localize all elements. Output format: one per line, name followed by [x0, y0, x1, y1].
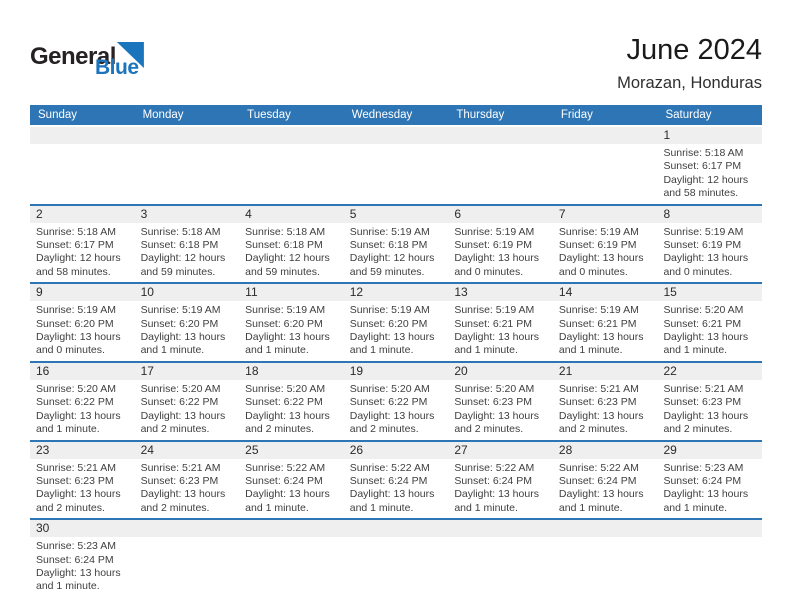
- sunset-text: Sunset: 6:19 PM: [454, 239, 532, 252]
- daylight-text: Daylight: 13 hours: [349, 409, 435, 422]
- weekday-header-saturday: Saturday: [665, 109, 712, 121]
- sunrise-text: Sunrise: 5:19 AM: [558, 225, 639, 238]
- sun-details: [344, 380, 449, 440]
- daylight-text: Daylight: 12 hours: [245, 252, 330, 265]
- sun-details: [448, 537, 553, 543]
- day-cell-4: [239, 206, 344, 283]
- sun-details: [553, 380, 658, 440]
- sunrise-text: Sunrise: 5:20 AM: [36, 382, 116, 395]
- sunset-text: Sunset: 6:23 PM: [454, 396, 532, 409]
- day-number: [239, 520, 344, 537]
- empty-cell: [239, 127, 344, 204]
- day-cell-19: [344, 363, 449, 440]
- daylight-text-cont: and 1 minute.: [454, 501, 518, 514]
- daylight-text-cont: and 1 minute.: [663, 344, 728, 357]
- daylight-text: Daylight: 12 hours: [349, 252, 435, 265]
- day-cell-18: [239, 363, 344, 440]
- day-number: 2: [30, 206, 135, 223]
- daylight-text-cont: and 0 minutes.: [36, 344, 105, 357]
- calendar-grid: [30, 127, 762, 597]
- weekday-header-sunday: Sunday: [38, 109, 78, 121]
- daylight-text: Daylight: 13 hours: [36, 566, 121, 579]
- daylight-text: Daylight: 12 hours: [140, 252, 226, 265]
- daylight-text: Daylight: 13 hours: [454, 252, 539, 265]
- daylight-text: Daylight: 12 hours: [663, 173, 749, 186]
- daylight-text: Daylight: 13 hours: [245, 409, 330, 422]
- sunset-text: Sunset: 6:17 PM: [663, 160, 742, 173]
- day-cell-30: [30, 520, 135, 597]
- daylight-text-cont: and 1 minute.: [454, 344, 518, 357]
- day-number: [30, 127, 135, 144]
- day-number: 21: [553, 363, 658, 380]
- sunrise-text: Sunrise: 5:22 AM: [245, 461, 326, 474]
- weekday-header-row: [30, 105, 762, 125]
- sunrise-text: Sunrise: 5:20 AM: [663, 304, 744, 317]
- day-number: 19: [344, 363, 449, 380]
- sun-details: [239, 459, 344, 519]
- sun-details: [657, 144, 762, 204]
- sunrise-text: Sunrise: 5:18 AM: [140, 225, 221, 238]
- sun-details: [135, 537, 240, 543]
- sunset-text: Sunset: 6:22 PM: [245, 396, 323, 409]
- daylight-text-cont: and 58 minutes.: [663, 187, 739, 200]
- sun-details: [239, 144, 344, 150]
- daylight-text-cont: and 1 minute.: [36, 580, 100, 593]
- daylight-text-cont: and 1 minute.: [349, 501, 414, 514]
- daylight-text-cont: and 2 minutes.: [663, 423, 733, 436]
- sunset-text: Sunset: 6:22 PM: [36, 396, 114, 409]
- sunset-text: Sunset: 6:18 PM: [349, 239, 428, 252]
- empty-cell: [344, 520, 449, 597]
- day-cell-16: [30, 363, 135, 440]
- empty-cell: [553, 520, 658, 597]
- sun-details: [239, 301, 344, 361]
- day-number: 27: [448, 442, 553, 459]
- title-block: [617, 34, 762, 93]
- sunrise-text: Sunrise: 5:19 AM: [349, 225, 430, 238]
- sunrise-text: Sunrise: 5:21 AM: [140, 461, 221, 474]
- sun-details: [657, 223, 762, 283]
- daylight-text: Daylight: 13 hours: [454, 409, 539, 422]
- sunset-text: Sunset: 6:19 PM: [558, 239, 637, 252]
- day-number: 8: [657, 206, 762, 223]
- day-number: 17: [135, 363, 240, 380]
- day-number: [553, 520, 658, 537]
- week-row-5: [30, 440, 762, 519]
- day-number: 24: [135, 442, 240, 459]
- empty-cell: [448, 127, 553, 204]
- day-cell-24: [135, 442, 240, 519]
- sun-details: [344, 459, 449, 519]
- day-cell-21: [553, 363, 658, 440]
- day-cell-14: [553, 284, 658, 361]
- day-number: 12: [344, 284, 449, 301]
- sunset-text: Sunset: 6:17 PM: [36, 239, 114, 252]
- day-cell-28: [553, 442, 658, 519]
- daylight-text-cont: and 1 minute.: [663, 501, 728, 514]
- day-number: 11: [239, 284, 344, 301]
- daylight-text: Daylight: 13 hours: [140, 409, 226, 422]
- day-number: 4: [239, 206, 344, 223]
- empty-cell: [239, 520, 344, 597]
- sunrise-text: Sunrise: 5:22 AM: [558, 461, 639, 474]
- day-cell-8: [657, 206, 762, 283]
- daylight-text-cont: and 1 minute.: [558, 344, 623, 357]
- daylight-text-cont: and 59 minutes.: [245, 265, 320, 278]
- day-number: 18: [239, 363, 344, 380]
- day-cell-3: [135, 206, 240, 283]
- day-cell-6: [448, 206, 553, 283]
- sun-details: [135, 223, 240, 283]
- daylight-text-cont: and 58 minutes.: [36, 265, 111, 278]
- daylight-text: Daylight: 13 hours: [558, 252, 644, 265]
- daylight-text: Daylight: 13 hours: [663, 409, 749, 422]
- sun-details: [553, 301, 658, 361]
- weekday-header-tuesday: Tuesday: [247, 109, 291, 121]
- weekday-header-wednesday: Wednesday: [351, 109, 413, 121]
- day-cell-11: [239, 284, 344, 361]
- sunset-text: Sunset: 6:18 PM: [140, 239, 219, 252]
- sunset-text: Sunset: 6:20 PM: [140, 317, 219, 330]
- empty-cell: [30, 127, 135, 204]
- day-number: 3: [135, 206, 240, 223]
- sunrise-text: Sunrise: 5:18 AM: [245, 225, 326, 238]
- sun-details: [657, 301, 762, 361]
- sun-details: [30, 459, 135, 519]
- sunset-text: Sunset: 6:21 PM: [558, 317, 637, 330]
- day-number: [239, 127, 344, 144]
- day-cell-13: [448, 284, 553, 361]
- sunrise-text: Sunrise: 5:22 AM: [454, 461, 535, 474]
- day-number: 16: [30, 363, 135, 380]
- day-number: [553, 127, 658, 144]
- daylight-text: Daylight: 13 hours: [140, 331, 226, 344]
- day-number: 20: [448, 363, 553, 380]
- sunrise-text: Sunrise: 5:20 AM: [454, 382, 535, 395]
- day-number: 26: [344, 442, 449, 459]
- daylight-text: Daylight: 13 hours: [36, 409, 121, 422]
- daylight-text: Daylight: 13 hours: [454, 331, 539, 344]
- sunrise-text: Sunrise: 5:19 AM: [663, 225, 744, 238]
- sun-details: [344, 537, 449, 543]
- sun-details: [657, 537, 762, 543]
- sunrise-text: Sunrise: 5:18 AM: [663, 147, 744, 159]
- day-number: 5: [344, 206, 449, 223]
- sunrise-text: Sunrise: 5:21 AM: [663, 382, 744, 395]
- calendar: [30, 105, 762, 597]
- sun-details: [239, 537, 344, 543]
- day-number: 10: [135, 284, 240, 301]
- day-cell-25: [239, 442, 344, 519]
- sunrise-text: Sunrise: 5:20 AM: [349, 382, 430, 395]
- day-number: 29: [657, 442, 762, 459]
- sunrise-text: Sunrise: 5:19 AM: [454, 225, 535, 238]
- sunset-text: Sunset: 6:19 PM: [663, 239, 742, 252]
- daylight-text-cont: and 1 minute.: [140, 344, 205, 357]
- daylight-text: Daylight: 13 hours: [349, 331, 435, 344]
- sunset-text: Sunset: 6:23 PM: [140, 474, 219, 487]
- sunset-text: Sunset: 6:24 PM: [245, 474, 323, 487]
- empty-cell: [344, 127, 449, 204]
- sun-details: [135, 144, 240, 150]
- day-number: 13: [448, 284, 553, 301]
- weekday-header-thursday: Thursday: [456, 109, 505, 121]
- sunrise-text: Sunrise: 5:19 AM: [140, 304, 221, 317]
- empty-cell: [553, 127, 658, 204]
- week-row-2: [30, 204, 762, 283]
- daylight-text-cont: and 59 minutes.: [349, 265, 425, 278]
- sunset-text: Sunset: 6:24 PM: [349, 474, 428, 487]
- sun-details: [657, 459, 762, 519]
- daylight-text: Daylight: 13 hours: [558, 488, 644, 501]
- daylight-text-cont: and 1 minute.: [245, 344, 309, 357]
- daylight-text-cont: and 1 minute.: [36, 423, 100, 436]
- daylight-text: Daylight: 13 hours: [454, 488, 539, 501]
- daylight-text-cont: and 0 minutes.: [558, 265, 628, 278]
- day-cell-26: [344, 442, 449, 519]
- sun-details: [30, 144, 135, 150]
- day-number: 23: [30, 442, 135, 459]
- empty-cell: [135, 520, 240, 597]
- sunrise-text: Sunrise: 5:22 AM: [349, 461, 430, 474]
- location-subtitle: Morazan, Honduras: [617, 74, 762, 92]
- general-blue-logo: [30, 42, 144, 78]
- sun-details: [553, 459, 658, 519]
- sun-details: [30, 223, 135, 283]
- sunset-text: Sunset: 6:23 PM: [558, 396, 637, 409]
- sun-details: [239, 223, 344, 283]
- sunrise-text: Sunrise: 5:21 AM: [558, 382, 639, 395]
- daylight-text-cont: and 0 minutes.: [454, 265, 524, 278]
- daylight-text: Daylight: 13 hours: [558, 331, 644, 344]
- sunset-text: Sunset: 6:20 PM: [245, 317, 323, 330]
- sunrise-text: Sunrise: 5:18 AM: [36, 225, 116, 238]
- sun-details: [135, 301, 240, 361]
- logo-word-blue: Blue: [95, 56, 139, 79]
- weekday-header-monday: Monday: [142, 109, 184, 121]
- day-cell-2: [30, 206, 135, 283]
- daylight-text: Daylight: 13 hours: [349, 488, 435, 501]
- day-number: 1: [657, 127, 762, 144]
- sunset-text: Sunset: 6:24 PM: [663, 474, 742, 487]
- sun-details: [30, 537, 135, 597]
- sunrise-text: Sunrise: 5:19 AM: [245, 304, 326, 317]
- day-cell-15: [657, 284, 762, 361]
- daylight-text-cont: and 2 minutes.: [245, 423, 315, 436]
- day-cell-5: [344, 206, 449, 283]
- day-cell-29: [657, 442, 762, 519]
- sunrise-text: Sunrise: 5:23 AM: [36, 540, 116, 553]
- empty-cell: [657, 520, 762, 597]
- daylight-text: Daylight: 13 hours: [36, 488, 121, 501]
- day-cell-22: [657, 363, 762, 440]
- daylight-text-cont: and 59 minutes.: [140, 265, 216, 278]
- logo-word-general: General: [30, 43, 116, 70]
- daylight-text-cont: and 2 minutes.: [36, 501, 105, 514]
- day-number: 7: [553, 206, 658, 223]
- daylight-text: Daylight: 13 hours: [140, 488, 226, 501]
- sun-details: [553, 144, 658, 150]
- sunset-text: Sunset: 6:24 PM: [558, 474, 637, 487]
- sunset-text: Sunset: 6:20 PM: [349, 317, 428, 330]
- sun-details: [239, 380, 344, 440]
- empty-cell: [448, 520, 553, 597]
- daylight-text-cont: and 2 minutes.: [349, 423, 419, 436]
- page-header: [0, 0, 792, 105]
- sun-details: [30, 380, 135, 440]
- day-cell-20: [448, 363, 553, 440]
- daylight-text-cont: and 1 minute.: [245, 501, 309, 514]
- day-cell-7: [553, 206, 658, 283]
- day-number: 30: [30, 520, 135, 537]
- sunset-text: Sunset: 6:22 PM: [140, 396, 219, 409]
- day-number: 28: [553, 442, 658, 459]
- sun-details: [448, 459, 553, 519]
- sunset-text: Sunset: 6:20 PM: [36, 317, 114, 330]
- sun-details: [553, 537, 658, 543]
- month-title: June 2024: [626, 34, 762, 66]
- sunset-text: Sunset: 6:18 PM: [245, 239, 323, 252]
- sunrise-text: Sunrise: 5:19 AM: [454, 304, 535, 317]
- day-number: [657, 520, 762, 537]
- daylight-text: Daylight: 12 hours: [36, 252, 121, 265]
- daylight-text: Daylight: 13 hours: [663, 488, 749, 501]
- sun-details: [30, 301, 135, 361]
- sunset-text: Sunset: 6:22 PM: [349, 396, 428, 409]
- weekday-header-friday: Friday: [560, 109, 593, 121]
- day-number: 25: [239, 442, 344, 459]
- week-row-1: [30, 127, 762, 204]
- sun-details: [448, 144, 553, 150]
- daylight-text-cont: and 2 minutes.: [140, 501, 210, 514]
- empty-cell: [135, 127, 240, 204]
- sun-details: [135, 459, 240, 519]
- day-cell-27: [448, 442, 553, 519]
- sun-details: [344, 223, 449, 283]
- daylight-text-cont: and 2 minutes.: [454, 423, 524, 436]
- day-number: 6: [448, 206, 553, 223]
- sun-details: [448, 380, 553, 440]
- sun-details: [448, 223, 553, 283]
- sunset-text: Sunset: 6:21 PM: [663, 317, 742, 330]
- sunset-text: Sunset: 6:23 PM: [663, 396, 742, 409]
- sun-details: [344, 301, 449, 361]
- day-number: 14: [553, 284, 658, 301]
- sunrise-text: Sunrise: 5:21 AM: [36, 461, 116, 474]
- sunset-text: Sunset: 6:24 PM: [36, 553, 114, 566]
- day-number: [344, 520, 449, 537]
- daylight-text: Daylight: 13 hours: [36, 331, 121, 344]
- day-number: [135, 127, 240, 144]
- day-number: 15: [657, 284, 762, 301]
- daylight-text-cont: and 2 minutes.: [558, 423, 628, 436]
- sunrise-text: Sunrise: 5:20 AM: [245, 382, 326, 395]
- daylight-text: Daylight: 13 hours: [663, 252, 749, 265]
- day-number: 9: [30, 284, 135, 301]
- day-cell-9: [30, 284, 135, 361]
- day-number: [344, 127, 449, 144]
- daylight-text: Daylight: 13 hours: [558, 409, 644, 422]
- week-row-6: [30, 518, 762, 597]
- sun-details: [135, 380, 240, 440]
- daylight-text-cont: and 2 minutes.: [140, 423, 210, 436]
- day-number: [448, 520, 553, 537]
- daylight-text: Daylight: 13 hours: [663, 331, 749, 344]
- sun-details: [657, 380, 762, 440]
- sun-details: [553, 223, 658, 283]
- day-cell-10: [135, 284, 240, 361]
- sun-details: [344, 144, 449, 150]
- sunrise-text: Sunrise: 5:23 AM: [663, 461, 744, 474]
- day-number: [448, 127, 553, 144]
- week-row-4: [30, 361, 762, 440]
- sunrise-text: Sunrise: 5:19 AM: [349, 304, 430, 317]
- sunrise-text: Sunrise: 5:19 AM: [558, 304, 639, 317]
- daylight-text: Daylight: 13 hours: [245, 331, 330, 344]
- daylight-text: Daylight: 13 hours: [245, 488, 330, 501]
- daylight-text-cont: and 1 minute.: [558, 501, 623, 514]
- sunset-text: Sunset: 6:23 PM: [36, 474, 114, 487]
- day-number: 22: [657, 363, 762, 380]
- daylight-text-cont: and 0 minutes.: [663, 265, 733, 278]
- day-cell-1: [657, 127, 762, 204]
- sunset-text: Sunset: 6:24 PM: [454, 474, 532, 487]
- day-number: [135, 520, 240, 537]
- sunset-text: Sunset: 6:21 PM: [454, 317, 532, 330]
- sun-details: [448, 301, 553, 361]
- sunrise-text: Sunrise: 5:20 AM: [140, 382, 221, 395]
- daylight-text-cont: and 1 minute.: [349, 344, 414, 357]
- day-cell-23: [30, 442, 135, 519]
- day-cell-17: [135, 363, 240, 440]
- day-cell-12: [344, 284, 449, 361]
- week-row-3: [30, 282, 762, 361]
- sunrise-text: Sunrise: 5:19 AM: [36, 304, 116, 317]
